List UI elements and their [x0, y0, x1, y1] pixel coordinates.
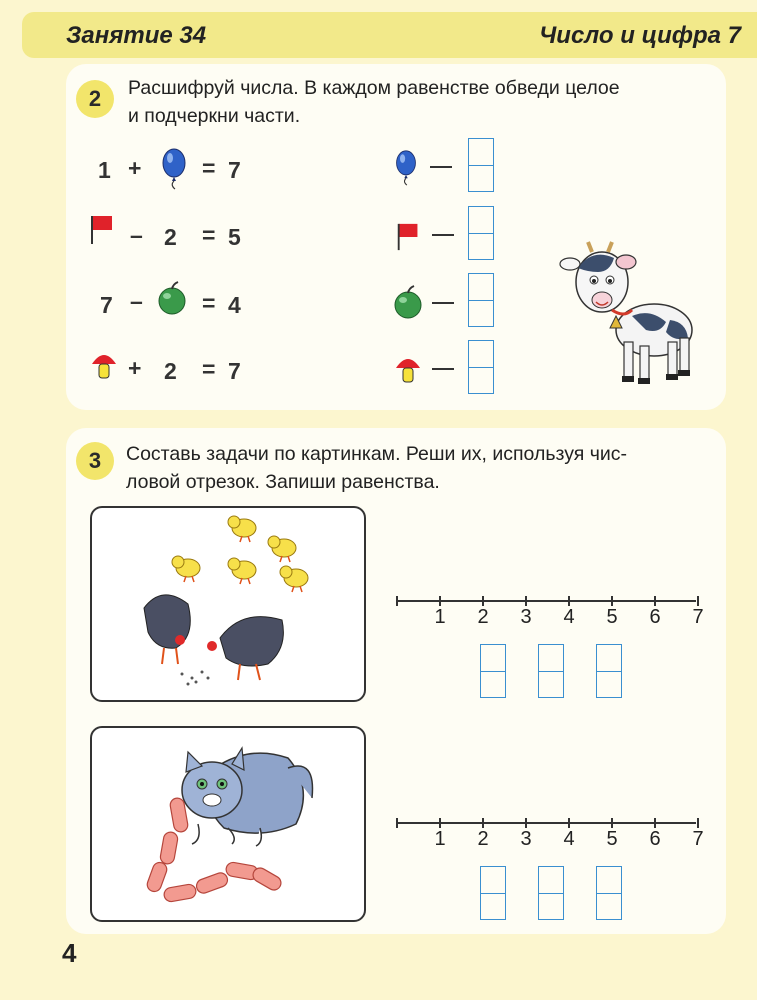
answer-box[interactable] — [468, 206, 494, 260]
flag-icon — [90, 214, 116, 246]
answer-box[interactable] — [596, 866, 622, 920]
page-number: 4 — [62, 938, 77, 968]
number-line-label: 7 — [692, 828, 704, 850]
task-2-text-line1: Расшифруй числа. В каждом равенстве обведи целое — [128, 77, 620, 99]
task-3-text-line1: Составь задачи по картинкам. Реши их, используя чис- — [126, 443, 628, 465]
dash — [430, 166, 452, 168]
task-3-number: 3 — [76, 442, 114, 480]
eq1-left: 1 — [98, 157, 111, 183]
eq4-term: 2 — [164, 358, 177, 384]
apple-icon — [156, 280, 188, 316]
number-line-label: 2 — [477, 606, 489, 628]
number-line-tick — [697, 596, 699, 606]
eq2-equals: = — [202, 222, 216, 248]
eq3-left: 7 — [100, 292, 113, 318]
number-line-tick — [525, 596, 527, 606]
number-line-tick — [482, 818, 484, 828]
chicks-and-hens-picture — [90, 506, 366, 702]
number-line-label: 6 — [649, 828, 661, 850]
chicks-illustration — [92, 508, 364, 700]
task-2-text-line2: и подчеркни части. — [128, 105, 301, 127]
answer-box[interactable] — [596, 644, 622, 698]
number-line-tick — [482, 596, 484, 606]
number-line-tick — [439, 818, 441, 828]
number-line-tick — [396, 596, 398, 606]
answer-box[interactable] — [538, 866, 564, 920]
eq1-result: 7 — [228, 157, 241, 183]
flag-icon — [396, 222, 422, 252]
number-line-label: 2 — [477, 828, 489, 850]
task-3-text-line2: ловой отрезок. Запиши равенства. — [126, 471, 440, 493]
number-line-label: 6 — [649, 606, 661, 628]
number-line-tick — [654, 596, 656, 606]
eq4-result: 7 — [228, 358, 241, 384]
lesson-topic: Число и цифра 7 — [539, 22, 741, 49]
answer-box[interactable] — [468, 340, 494, 394]
eq3-result: 4 — [228, 292, 241, 318]
answer-box[interactable] — [480, 866, 506, 920]
eq3-equals: = — [202, 290, 216, 316]
balloon-icon — [394, 148, 418, 188]
eq2-result: 5 — [228, 224, 241, 250]
answer-box[interactable] — [538, 644, 564, 698]
eq4-op: + — [128, 355, 142, 381]
eq4-equals: = — [202, 356, 216, 382]
number-line-label: 3 — [520, 606, 532, 628]
answer-box[interactable] — [480, 644, 506, 698]
goat-illustration — [562, 238, 702, 390]
number-line-tick — [396, 818, 398, 828]
number-line-tick — [525, 818, 527, 828]
dash — [432, 234, 454, 236]
apple-icon — [392, 284, 424, 320]
eq1-op: + — [128, 155, 142, 181]
answer-box[interactable] — [468, 273, 494, 327]
task-2-number: 2 — [76, 80, 114, 118]
cat-illustration — [92, 728, 364, 920]
number-line-label: 7 — [692, 606, 704, 628]
dash — [432, 302, 454, 304]
answer-box[interactable] — [468, 138, 494, 192]
number-line-tick — [568, 596, 570, 606]
number-line-label: 5 — [606, 606, 618, 628]
number-line-label: 1 — [434, 828, 446, 850]
number-line-axis — [396, 822, 696, 824]
number-line-tick — [568, 818, 570, 828]
number-line-axis — [396, 600, 696, 602]
lesson-title: Занятие 34 — [66, 22, 207, 49]
dash — [432, 368, 454, 370]
number-line-label: 1 — [434, 606, 446, 628]
number-line-label: 3 — [520, 828, 532, 850]
number-line-tick — [439, 596, 441, 606]
balloon-icon — [160, 148, 188, 190]
eq2-term: 2 — [164, 224, 177, 250]
eq3-op: – — [130, 288, 143, 314]
eq1-equals: = — [202, 155, 216, 181]
mushroom-icon — [394, 352, 422, 386]
number-line-tick — [697, 818, 699, 828]
cat-with-sausages-picture — [90, 726, 366, 922]
number-line-tick — [611, 818, 613, 828]
number-line-tick — [654, 818, 656, 828]
number-line-tick — [611, 596, 613, 606]
number-line-label: 4 — [563, 606, 575, 628]
number-line-label: 5 — [606, 828, 618, 850]
lesson-header — [22, 12, 757, 58]
eq2-op: – — [130, 222, 143, 248]
mushroom-icon — [90, 348, 118, 382]
number-line-label: 4 — [563, 828, 575, 850]
